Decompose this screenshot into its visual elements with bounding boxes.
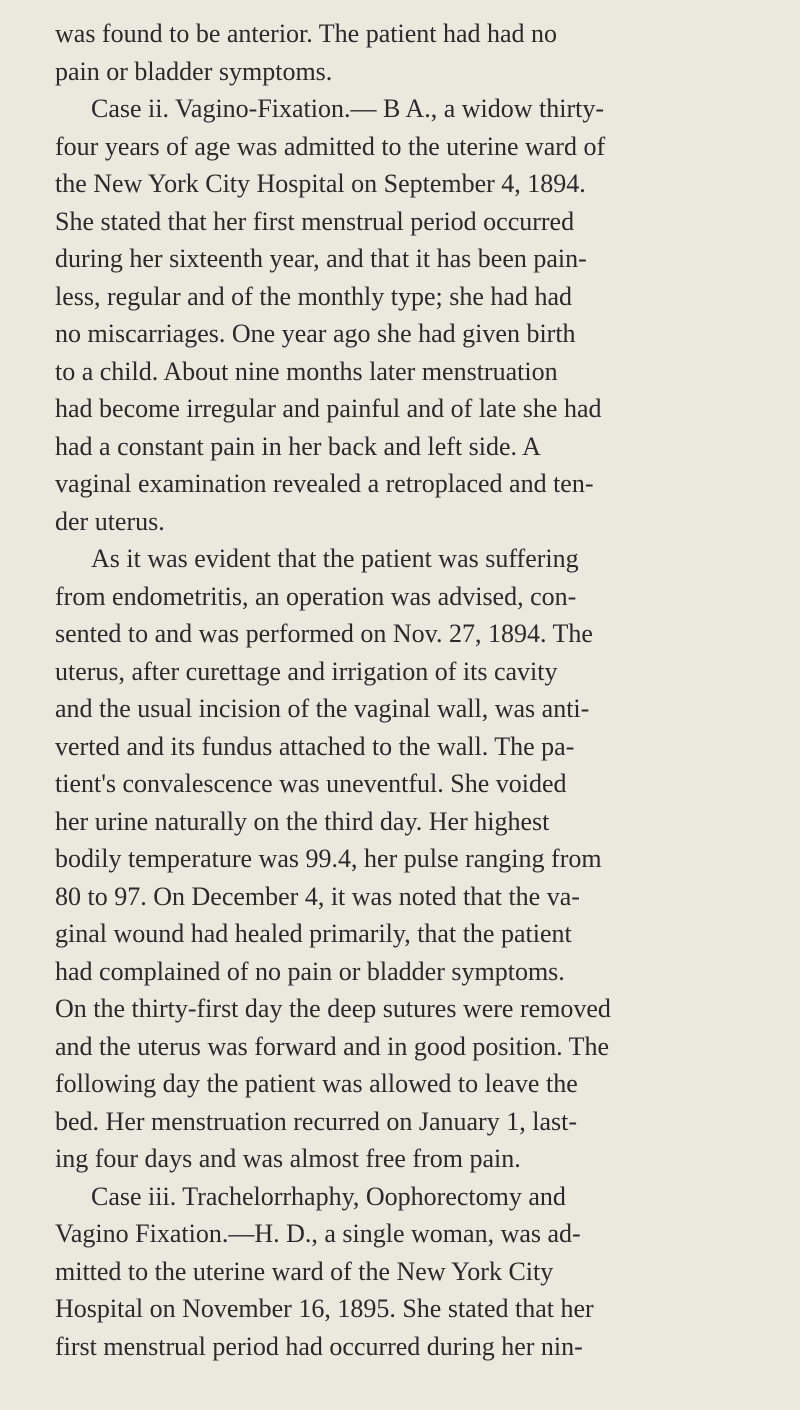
text-line: first menstrual period had occurred during her nin-	[55, 1331, 583, 1361]
text-line: 80 to 97. On December 4, it was noted that the va-	[55, 881, 580, 911]
paragraph-operation	[55, 540, 744, 1178]
text-line: and the uterus was forward and in good position. The	[55, 1031, 610, 1061]
text-line: uterus, after curettage and irrigation of its cavity	[55, 656, 558, 686]
text-line: following day the patient was allowed to leave the	[55, 1069, 578, 1098]
paragraph-case-2	[55, 90, 744, 540]
text-line: On the thirty-first day the deep sutures were removed	[55, 994, 611, 1023]
paragraph-case-3	[55, 1178, 744, 1366]
text-line: Hospital on November 16, 1895. She stated that her	[55, 1294, 594, 1323]
text-line: mitted to the uterine ward of the New York City	[55, 1256, 554, 1286]
text-line: her urine naturally on the third day. Her highest	[55, 806, 550, 836]
text-line: pain or bladder symptoms.	[55, 56, 333, 86]
text-line: Vagino Fixation.—H. D., a single woman, was ad-	[55, 1219, 581, 1248]
text-line: had complained of no pain or bladder symptoms.	[55, 956, 565, 986]
text-line: had a constant pain in her back and left side. A	[55, 431, 541, 461]
text-line: der uterus.	[55, 506, 165, 536]
text-line: had become irregular and painful and of late she had	[55, 394, 602, 423]
text-line: Case ii. Vagino-Fixation.— B A., a widow thirty-	[91, 94, 604, 123]
text-line: during her sixteenth year, and that it has been pain-	[55, 244, 587, 273]
text-line: less, regular and of the monthly type; she had had	[55, 281, 572, 311]
paragraph-1	[55, 15, 744, 90]
text-line: no miscarriages. One year ago she had given birth	[55, 319, 576, 348]
text-line: She stated that her first menstrual period occurred	[55, 206, 575, 236]
text-line: and the usual incision of the vaginal wall, was anti-	[55, 694, 590, 723]
text-line: As it was evident that the patient was suffering	[91, 544, 579, 573]
text-line: sented to and was performed on Nov. 27, 1894. The	[55, 619, 593, 648]
text-line: from endometritis, an operation was advised, con-	[55, 581, 577, 611]
text-line: four years of age was admitted to the uterine ward of	[55, 131, 606, 161]
text-line: bodily temperature was 99.4, her pulse ranging from	[55, 844, 602, 873]
text-line: ginal wound had healed primarily, that the patient	[55, 919, 572, 948]
text-line: vaginal examination revealed a retroplaced and ten-	[55, 469, 594, 498]
text-line: ing four days and was almost free from pain.	[55, 1144, 521, 1173]
text-line: the New York City Hospital on September 4, 1894.	[55, 169, 586, 198]
text-line: to a child. About nine months later menstruation	[55, 356, 558, 386]
text-line: bed. Her menstruation recurred on January 1, last-	[55, 1106, 577, 1136]
text-line: Case iii. Trachelorrhaphy, Oophorectomy and	[91, 1181, 566, 1211]
text-line: verted and its fundus attached to the wall. The pa-	[55, 731, 575, 761]
text-line: tient's convalescence was uneventful. She voided	[55, 769, 567, 798]
text-line: was found to be anterior. The patient had had no	[55, 19, 558, 48]
